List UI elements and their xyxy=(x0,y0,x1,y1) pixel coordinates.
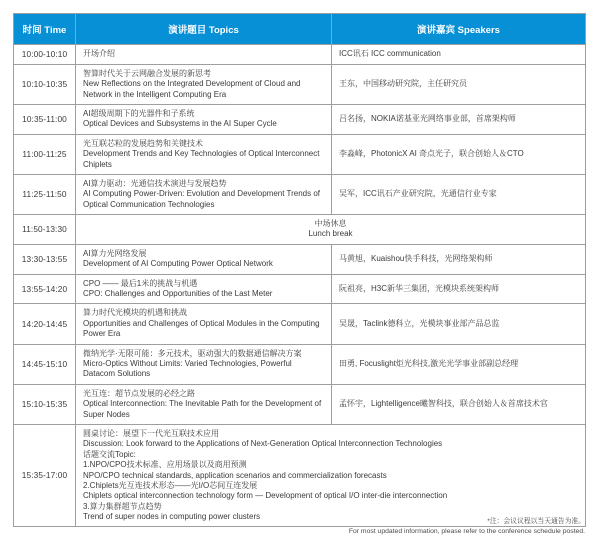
time-cell: 10:10-10:35 xyxy=(14,64,76,104)
topic-line: Opportunities and Challenges of Optical Modules in the Computing Power Era xyxy=(83,318,320,339)
schedule-body xyxy=(14,45,586,527)
speaker-cell: 吕名扬，NOKIA诺基亚光网络事业部，首席架构师 xyxy=(332,104,586,134)
table-row xyxy=(14,384,586,424)
topic-cell xyxy=(76,304,332,344)
table-row xyxy=(14,344,586,384)
topic-line: 1.NPO/CPO技术标准、应用场景以及商用预测 xyxy=(83,460,247,470)
header-time: 时间 Time xyxy=(14,14,76,45)
topic-line: Development Trends and Key Technologies of Optical Interconnect Chiplets xyxy=(83,149,320,169)
time-cell: 13:30-13:55 xyxy=(14,244,76,274)
topic-line: Development of AI Computing Power Optical Network xyxy=(83,259,273,269)
topic-line: Chiplets optical interconnection technology form — Development of optical I/O inter-die interconnection xyxy=(83,491,448,501)
table-row xyxy=(14,174,586,214)
topic-line: 3.算力集群超节点趋势 xyxy=(83,501,162,511)
topic-cell xyxy=(76,384,332,424)
schedule-table xyxy=(13,13,586,527)
time-cell: 11:25-11:50 xyxy=(14,174,76,214)
table-row xyxy=(14,244,586,274)
time-cell: 10:35-11:00 xyxy=(14,104,76,134)
discussion-cell xyxy=(76,424,586,527)
speaker-cell: 李淼峰，PhotonicX AI 奇点光子，联合创始人＆CTO xyxy=(332,134,586,174)
header-topics: 演讲题目 Topics xyxy=(76,14,332,45)
topic-line: CPO: Challenges and Opportunities of the Last Meter xyxy=(83,289,273,299)
break-cell xyxy=(76,215,586,245)
speaker-cell: 孟怀宇，Lightelligence曦智科技，联合创始人＆首席技术官 xyxy=(332,384,586,424)
footer-note-en: For most updated information, please refer to the conference schedule posted. xyxy=(348,527,585,535)
time-cell: 11:50-13:30 xyxy=(14,215,76,245)
table-row xyxy=(14,304,586,344)
topic-line: 中场休息 xyxy=(314,219,347,229)
topic-line: AI Computing Power-Driven: Evolution and Development Trends of Optical Communication Technologies xyxy=(83,189,321,209)
topic-line: 智算时代关于云网融合发展的新思考 xyxy=(83,68,211,78)
topic-cell xyxy=(76,344,332,384)
topic-line: 算力时代光模块的机遇和挑战 xyxy=(83,308,187,318)
time-cell: 15:10-15:35 xyxy=(14,384,76,424)
topic-line: 圆桌讨论：展望下一代光互联技术应用 xyxy=(83,428,219,438)
table-row xyxy=(14,104,586,134)
header-speakers: 演讲嘉宾 Speakers xyxy=(332,14,586,45)
speaker-cell: 马黄旭，Kuaishou快手科技，光网络架构师 xyxy=(332,244,586,274)
topic-line: Optical Devices and Subsystems in the AI Super Cycle xyxy=(83,119,277,129)
time-cell: 14:20-14:45 xyxy=(14,304,76,344)
topic-line: 2.Chiplets光互连技术形态——光I/O芯间互连发展 xyxy=(83,480,258,490)
table-row xyxy=(14,134,586,174)
topic-line: Optical Interconnection: The Inevitable Path for the Development of Super Nodes xyxy=(83,399,322,419)
speaker-cell: 王东，中国移动研究院，主任研究员 xyxy=(332,64,586,104)
topic-line: NPO/CPO technical standards, application scenarios and commercialization forecasts xyxy=(83,470,387,480)
speaker-cell: 吴晟，Taclink德科立，光模块事业部产品总监 xyxy=(332,304,586,344)
topic-line: Trend of super nodes in computing power clusters xyxy=(83,512,261,522)
topic-line: 微纳光学·无限可能：多元技术，驱动强大的数据通信解决方案 xyxy=(83,348,302,358)
time-cell: 11:00-11:25 xyxy=(14,134,76,174)
time-cell: 13:55-14:20 xyxy=(14,274,76,304)
speaker-cell: ICC讯石 ICC communication xyxy=(332,45,586,65)
topic-cell xyxy=(76,134,332,174)
table-row xyxy=(14,424,586,527)
topic-cell xyxy=(76,274,332,304)
topic-cell xyxy=(76,45,332,65)
topic-line: AI算力驱动：光通信技术演进与发展趋势 xyxy=(83,178,227,188)
speaker-cell: 阮祖亮，H3C新华三集团，光模块系统架构师 xyxy=(332,274,586,304)
topic-line: Lunch break xyxy=(308,229,353,239)
table-row xyxy=(14,274,586,304)
time-cell: 10:00-10:10 xyxy=(14,45,76,65)
topic-cell xyxy=(76,174,332,214)
footer-note-cn: *注：会议议程以当天通告为准。 xyxy=(487,518,585,525)
time-cell: 15:35-17:00 xyxy=(14,424,76,527)
speaker-cell: 吴军，ICC讯石产业研究院，光通信行业专家 xyxy=(332,174,586,214)
speaker-cell: 田勇, Focuslight炬光科技,激光光学事业部副总经理 xyxy=(332,344,586,384)
footer-note xyxy=(349,517,585,537)
topic-line: AI算力光网络发展 xyxy=(83,248,147,258)
time-cell: 14:45-15:10 xyxy=(14,344,76,384)
topic-line: 开场介绍 xyxy=(83,49,115,59)
topic-line: AI超级周期下的光器件和子系统 xyxy=(83,108,195,118)
topic-line: CPO —— 最后1米的挑战与机遇 xyxy=(83,278,198,288)
topic-cell xyxy=(76,244,332,274)
topic-line: New Reflections on the Integrated Development of Cloud and Network in the Intelligent Computing Era xyxy=(83,79,301,99)
table-header-row xyxy=(14,14,586,45)
table-row xyxy=(14,45,586,65)
topic-line: 光互联芯粒的发展趋势和关键技术 xyxy=(83,138,203,148)
table-row xyxy=(14,64,586,104)
topic-cell xyxy=(76,64,332,104)
table-row xyxy=(14,215,586,245)
topic-cell xyxy=(76,104,332,134)
topic-line: 话题交流Topic: xyxy=(83,449,136,459)
topic-line: 光互连：超节点发展的必经之路 xyxy=(83,388,195,398)
topic-line: Micro-Optics Without Limits: Varied Technologies, Powerful Datacom Solutions xyxy=(83,358,292,379)
topic-line: Discussion: Look forward to the Applications of Next-Generation Optical Interconnection Technologies xyxy=(83,439,443,449)
